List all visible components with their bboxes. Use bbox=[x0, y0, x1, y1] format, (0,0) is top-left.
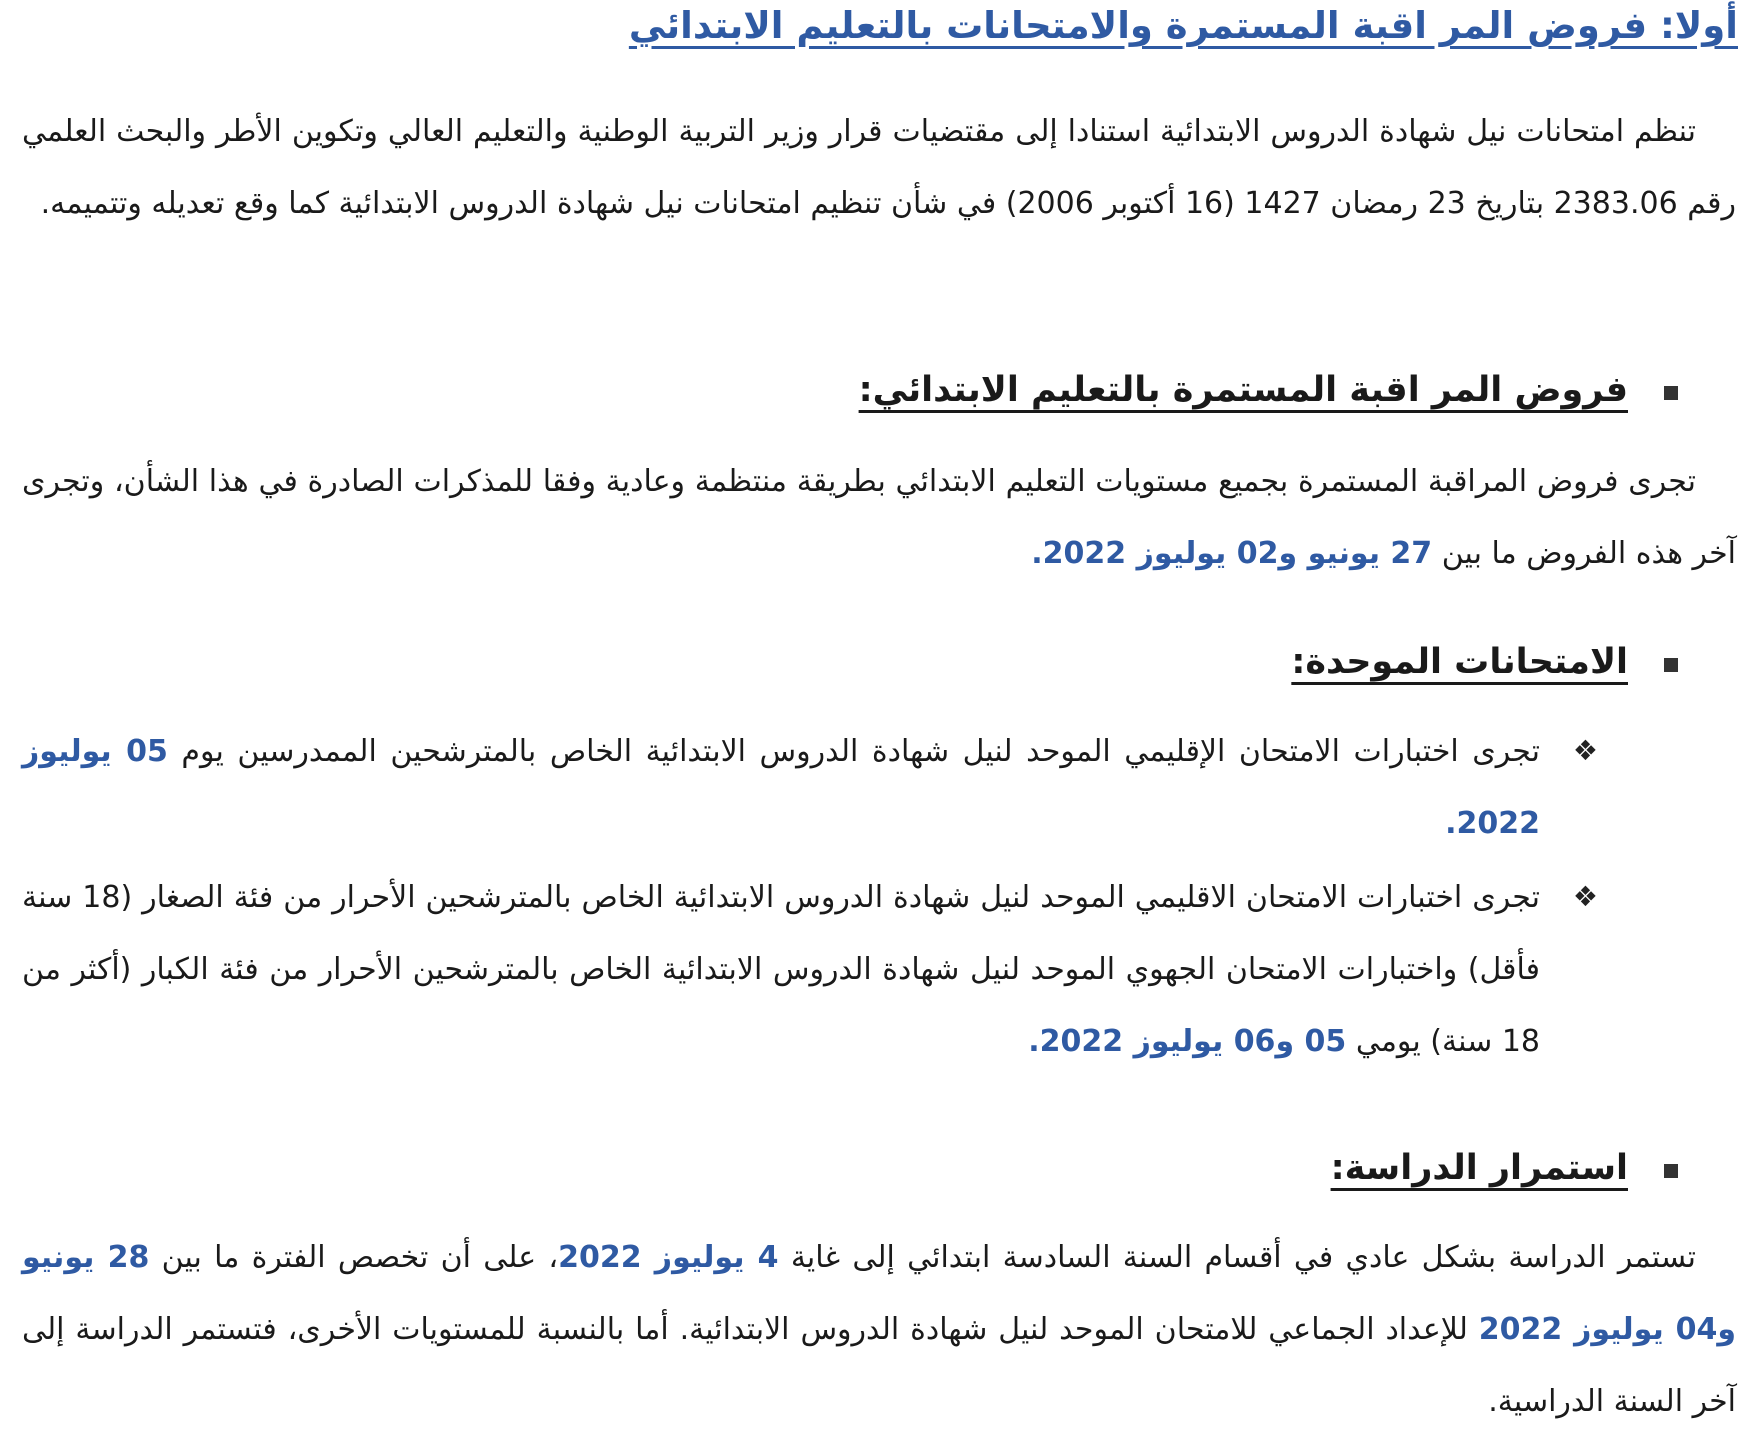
square-bullet-icon bbox=[1664, 386, 1678, 400]
section3-text-a: تستمر الدراسة بشكل عادي في أقسام السنة السادسة ابتدائي إلى غاية bbox=[790, 1240, 1696, 1275]
intro-paragraph bbox=[22, 96, 1736, 240]
section3-paragraph bbox=[22, 1222, 1736, 1438]
section1-date: 27 يونيو و02 يوليوز 2022. bbox=[1031, 536, 1433, 571]
item1-text: تجرى اختبارات الامتحان الإقليمي الموحد لنيل شهادة الدروس الابتدائية الخاص بالمترشحين الممدرسين يوم bbox=[181, 734, 1541, 769]
page-title: أولا: فروض المر اقبة المستمرة والامتحانات بالتعليم الابتدائي bbox=[628, 4, 1738, 47]
diamond-bullet-icon: ❖ bbox=[1572, 880, 1598, 913]
section2-item2 bbox=[22, 862, 1540, 1078]
diamond-bullet-icon: ❖ bbox=[1572, 734, 1598, 767]
section3-heading: استمرار الدراسة: bbox=[1330, 1148, 1628, 1188]
item2-text: تجرى اختبارات الامتحان الاقليمي الموحد لنيل شهادة الدروس الابتدائية الخاص بالمترشحين الأحرار من فئة الصغار (18 سنة فأقل) واختبارات الامتحان الجهوي الموحد لنيل شهادة الدروس الابتدائية الخاص بالمترشحين الأحرار من فئة الكبار (أكثر من 18 سنة) يومي bbox=[22, 880, 1540, 1059]
square-bullet-icon bbox=[1664, 1164, 1678, 1178]
square-bullet-icon bbox=[1664, 658, 1678, 672]
item1-date: 05 يوليوز 2022. bbox=[22, 734, 1540, 841]
section1-paragraph bbox=[22, 446, 1736, 590]
section3-text-c: للإعداد الجماعي للامتحان الموحد لنيل شهادة الدروس الابتدائية. أما بالنسبة للمستويات الأخرى، فتستمر الدراسة إلى آخر السنة الدراسية. bbox=[22, 1312, 1736, 1419]
section2-item1 bbox=[22, 716, 1540, 860]
section3-text-b: ، على أن تخصص الفترة ما بين bbox=[161, 1240, 559, 1275]
section1-text: تجرى فروض المراقبة المستمرة بجميع مستويات التعليم الابتدائي بطريقة منتظمة وعادية وفقا للمذكرات الصادرة في هذا الشأن، وتجرى آخر هذه الفروض ما بين bbox=[22, 464, 1736, 571]
item2-date: 05 و06 يوليوز 2022. bbox=[1028, 1024, 1347, 1059]
section3-date-a: 4 يوليوز 2022 bbox=[558, 1240, 779, 1275]
section3-date-b: 28 يونيو و04 يوليوز 2022 bbox=[22, 1240, 1736, 1347]
section2-heading: الامتحانات الموحدة: bbox=[1291, 642, 1628, 682]
intro-text: تنظم امتحانات نيل شهادة الدروس الابتدائية استنادا إلى مقتضيات قرار وزير التربية الوطنية والتعليم العالي وتكوين الأطر والبحث العلمي رقم 2383.06 بتاريخ 23 رمضان 1427 (16 أكتوبر 2006) في شأن تنظيم امتحانات نيل شهادة الدروس الابتدائية كما وقع تعديله وتتميمه. bbox=[22, 114, 1736, 221]
section1-heading: فروض المر اقبة المستمرة بالتعليم الابتدائي: bbox=[858, 370, 1628, 410]
